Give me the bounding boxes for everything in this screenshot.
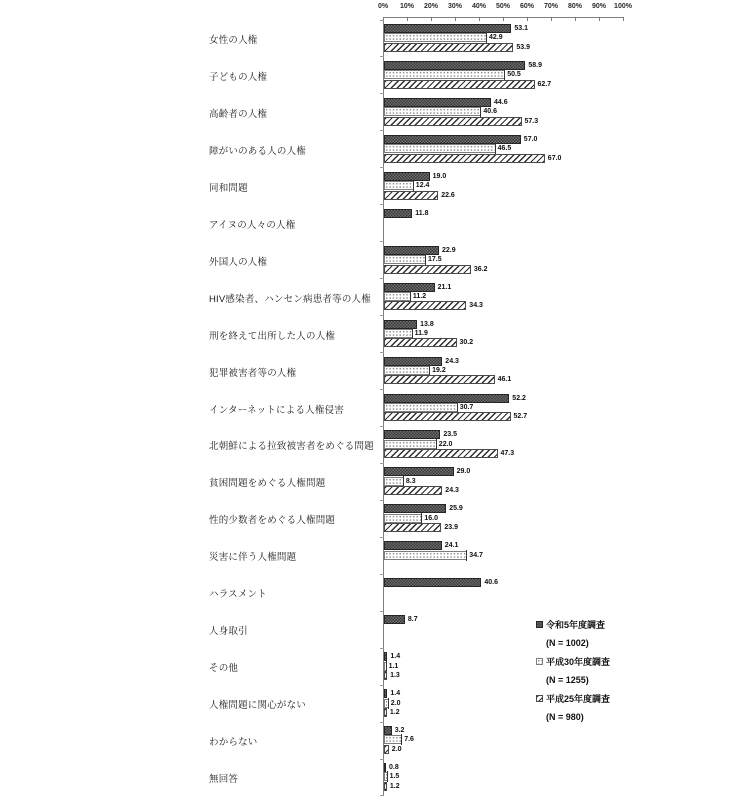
legend-item-count <box>536 634 610 653</box>
bar-series-2 <box>384 255 426 264</box>
value-label: 16.0 <box>421 513 438 524</box>
legend-series-name: 平成30年度調査 <box>546 656 611 667</box>
bar-series-1 <box>384 430 440 439</box>
value-label: 50.5 <box>504 69 521 80</box>
value-label: 22.9 <box>442 246 456 254</box>
y-axis-category-tick <box>380 241 384 242</box>
bar-series-2 <box>384 514 422 523</box>
value-label: 1.2 <box>389 708 400 716</box>
bar-series-2 <box>384 33 487 42</box>
value-label: 24.3 <box>445 357 459 365</box>
value-label: 12.4 <box>413 180 430 191</box>
bar-series-3 <box>384 265 471 274</box>
bar-series-2 <box>384 440 437 449</box>
value-label: 52.2 <box>512 394 526 402</box>
value-label: 23.9 <box>444 524 459 532</box>
bar-series-3 <box>384 671 387 680</box>
category-label: アイヌの人々の人権 <box>209 219 296 231</box>
legend-series-name: 令和5年度調査 <box>546 619 606 630</box>
legend-item <box>536 615 610 634</box>
value-label: 40.6 <box>484 579 499 587</box>
value-label: 17.5 <box>425 254 442 265</box>
white-dot-swatch-icon <box>536 658 543 665</box>
category-label: わからない <box>209 737 258 749</box>
value-label: 25.9 <box>449 505 463 513</box>
y-axis-category-tick <box>380 611 384 612</box>
bar-series-3 <box>384 523 441 532</box>
x-axis-tick-label: 40% <box>471 3 486 10</box>
y-axis-category-tick <box>380 722 384 723</box>
value-label: 13.8 <box>420 320 434 328</box>
value-label: 7.6 <box>401 734 414 745</box>
x-axis-tick <box>599 17 600 21</box>
value-label: 2.0 <box>388 698 401 709</box>
x-axis-tick <box>623 17 624 21</box>
category-label: HIV感染者、ハンセン病患者等の人権 <box>209 293 371 305</box>
y-axis-category-tick <box>380 20 384 21</box>
bar-series-3 <box>384 191 438 200</box>
value-label: 53.1 <box>514 25 529 32</box>
bar-series-3 <box>384 154 545 163</box>
bar-series-2 <box>384 70 505 79</box>
value-label: 58.9 <box>528 61 543 69</box>
value-label: 1.2 <box>389 782 400 790</box>
bar-series-3 <box>384 782 387 791</box>
bar-series-3 <box>384 301 466 310</box>
category-label: 災害に伴う人権問題 <box>209 552 297 564</box>
dark-checker-swatch-icon <box>536 621 543 628</box>
value-label: 11.2 <box>410 291 426 302</box>
value-label: 46.5 <box>495 143 512 154</box>
bar-series-3 <box>384 338 457 347</box>
y-axis-category-tick <box>380 574 384 575</box>
category-label: 女性の人権 <box>209 35 258 46</box>
value-label: 3.2 <box>394 727 405 735</box>
y-axis-category-tick <box>380 93 384 94</box>
value-label: 24.1 <box>444 542 459 550</box>
x-axis-tick <box>407 17 408 21</box>
legend-item <box>536 689 610 708</box>
bar-series-1 <box>384 578 481 587</box>
bar-series-3 <box>384 117 522 126</box>
value-label: 57.3 <box>524 117 539 125</box>
category-label: 無回答 <box>209 774 239 785</box>
category-label: インターネットによる人権侵害 <box>209 404 344 416</box>
bar-series-3 <box>384 486 442 495</box>
value-label: 36.2 <box>473 265 488 273</box>
bar-series-3 <box>384 412 511 421</box>
legend-series-name: 平成25年度調査 <box>546 693 611 704</box>
x-axis-tick-label: 0% <box>377 3 389 10</box>
y-axis-category-tick <box>380 389 384 390</box>
x-axis-tick-label: 70% <box>543 3 558 10</box>
value-label: 0.8 <box>389 764 399 771</box>
legend-series-n: (N = 1002) <box>546 637 589 648</box>
y-axis-category-tick <box>380 56 384 57</box>
value-label: 53.9 <box>516 43 531 51</box>
y-axis-category-tick <box>380 795 384 796</box>
value-label: 22.0 <box>436 439 453 450</box>
category-label: 犯罪被害者等の人権 <box>209 367 297 379</box>
y-axis-category-tick <box>380 204 384 205</box>
x-axis-tick-label: 90% <box>591 3 606 10</box>
value-label: 23.5 <box>443 431 458 439</box>
legend-item-count <box>536 708 610 727</box>
value-label: 8.3 <box>403 476 416 487</box>
x-axis-tick <box>551 17 552 21</box>
legend-item <box>536 652 610 671</box>
y-axis-category-tick <box>380 278 384 279</box>
bar-series-2 <box>384 107 481 116</box>
y-axis-category-tick <box>380 463 384 464</box>
bar-series-3 <box>384 708 387 717</box>
category-label: ハラスメント <box>209 589 267 601</box>
bar-series-2 <box>384 144 496 153</box>
value-label: 24.3 <box>445 487 459 495</box>
bar-series-2 <box>384 181 414 190</box>
value-label: 1.3 <box>390 671 400 679</box>
diagonal-stripe-swatch-icon <box>536 695 543 702</box>
category-label: 貧困問題をめぐる人権問題 <box>209 478 326 490</box>
y-axis-category-tick <box>380 759 384 760</box>
bar-series-3 <box>384 449 498 458</box>
value-label: 11.8 <box>415 209 429 217</box>
x-axis-tick-label: 80% <box>567 3 582 10</box>
value-label: 47.3 <box>500 450 515 458</box>
category-label: 性的少数者をめぐる人権問題 <box>209 515 336 527</box>
x-axis-tick-label: 20% <box>423 3 438 10</box>
bar-series-1 <box>384 98 491 107</box>
value-label: 8.7 <box>407 616 418 624</box>
bar-series-2 <box>384 366 430 375</box>
category-label: 同和問題 <box>209 182 248 194</box>
legend-item-count <box>536 671 610 690</box>
value-label: 40.6 <box>480 106 497 117</box>
x-axis-tick <box>431 17 432 21</box>
category-label: 子どもの人権 <box>209 71 268 83</box>
value-label: 1.4 <box>390 653 401 661</box>
value-label: 19.2 <box>429 365 446 376</box>
y-axis-category-tick <box>380 648 384 649</box>
x-axis-tick <box>503 17 504 21</box>
category-label: 人権問題に関心がない <box>209 700 307 712</box>
bar-series-2 <box>384 477 404 486</box>
category-label: 外国人の人権 <box>209 256 268 268</box>
y-axis-category-tick <box>380 315 384 316</box>
bar-series-1 <box>384 615 405 624</box>
bar-series-2 <box>384 292 411 301</box>
bar-series-3 <box>384 43 513 52</box>
bar-series-1 <box>384 467 454 476</box>
y-axis-category-tick <box>380 130 384 131</box>
x-axis-tick <box>455 17 456 21</box>
y-axis-category-tick <box>380 685 384 686</box>
value-label: 57.0 <box>523 135 538 143</box>
category-label: 人身取引 <box>209 626 248 638</box>
value-label: 44.6 <box>494 98 508 106</box>
value-label: 34.3 <box>469 302 483 310</box>
value-label: 1.4 <box>390 690 401 698</box>
x-axis-tick <box>479 17 480 21</box>
x-axis-tick-label: 100% <box>614 3 632 10</box>
value-label: 30.7 <box>457 402 474 413</box>
y-axis-category-tick <box>380 167 384 168</box>
value-label: 19.0 <box>432 172 447 180</box>
bar-series-3 <box>384 80 535 89</box>
x-axis-tick <box>527 17 528 21</box>
bar-series-1 <box>384 394 509 403</box>
bar-series-2 <box>384 329 413 338</box>
category-label: 障がいのある人の人権 <box>209 145 307 157</box>
value-label: 46.1 <box>497 376 512 384</box>
bar-series-2 <box>384 551 467 560</box>
x-axis-tick-label: 30% <box>447 3 462 10</box>
y-axis-category-tick <box>380 537 384 538</box>
x-axis-tick-label: 60% <box>519 3 534 10</box>
legend-series-n: (N = 980) <box>546 711 584 722</box>
bar-series-2 <box>384 403 458 412</box>
value-label: 30.2 <box>459 339 474 347</box>
value-label: 21.1 <box>437 283 452 291</box>
category-label: 北朝鮮による拉致被害者をめぐる問題 <box>209 441 374 453</box>
y-axis-category-tick <box>380 426 384 427</box>
bar-series-1 <box>384 541 442 550</box>
y-axis-category-tick <box>380 500 384 501</box>
x-axis-tick-label: 10% <box>399 3 414 10</box>
y-axis-category-tick <box>380 352 384 353</box>
legend <box>536 615 610 726</box>
value-label: 1.1 <box>386 661 399 672</box>
category-label: 刑を終えて出所した人の人権 <box>209 330 336 342</box>
value-label: 22.6 <box>441 191 455 199</box>
x-axis-tick <box>575 17 576 21</box>
category-label: その他 <box>209 663 239 675</box>
value-label: 2.0 <box>391 745 402 753</box>
value-label: 34.7 <box>466 550 483 561</box>
legend-series-n: (N = 1255) <box>546 674 589 685</box>
value-label: 29.0 <box>456 468 471 476</box>
x-axis-tick-label: 50% <box>495 3 510 10</box>
value-label: 67.0 <box>547 154 562 162</box>
category-label: 高齢者の人権 <box>209 108 268 120</box>
value-label: 11.9 <box>412 328 428 339</box>
value-label: 42.9 <box>486 32 503 43</box>
bar-series-1 <box>384 726 392 735</box>
value-label: 1.5 <box>387 771 400 782</box>
value-label: 62.7 <box>537 80 552 88</box>
bar-series-3 <box>384 375 495 384</box>
bar-series-3 <box>384 745 389 754</box>
value-label: 52.7 <box>513 413 528 421</box>
bar-series-1 <box>384 209 412 218</box>
